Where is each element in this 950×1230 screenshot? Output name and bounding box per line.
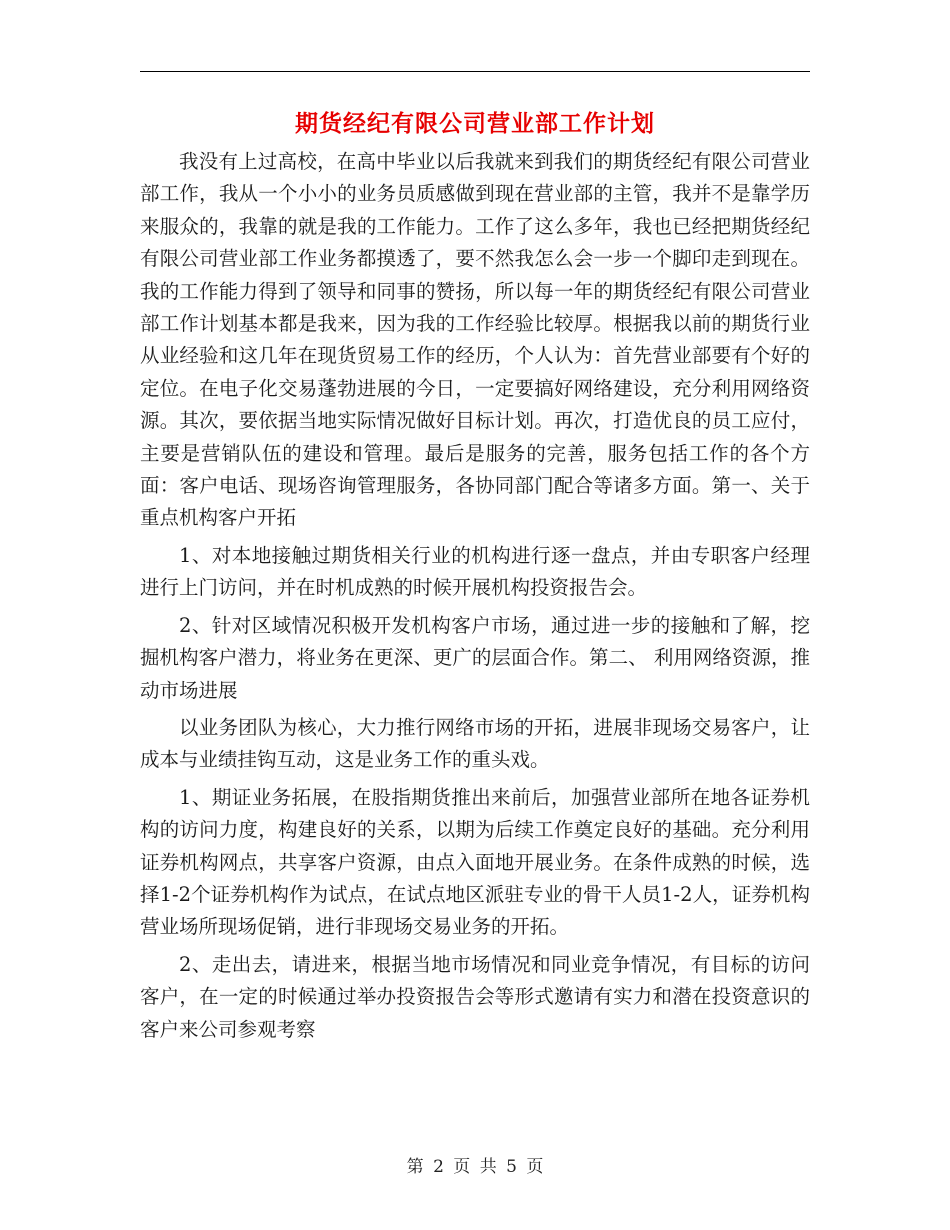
paragraph-item-1: 1、对本地接触过期货相关行业的机构进行逐一盘点，并由专职客户经理进行上门访问，并在时机成熟的时候开展机构投资报告会。 xyxy=(140,543,810,600)
header-rule xyxy=(140,71,810,72)
paragraph-securities: 1、期证业务拓展，在股指期货推出来前后，加强营业部所在地各证券机构的访问力度，构建良好的关系，以期为后续工作奠定良好的基础。充分利用证券机构网点，共享客户资源，由点入面地开展业务。在条件成熟的时候，选择1-2个证券机构作为试点，在试点地区派驻专业的骨干人员1-2人，证券机构营业场所现场促销，进行非现场交易业务的开拓。 xyxy=(140,785,810,939)
footer-suffix: 页 xyxy=(526,1157,544,1177)
paragraph-item-2: 2、针对区域情况积极开发机构客户市场，通过进一步的接触和了解，挖掘机构客户潜力，将业务在更深、更广的层面合作。第二、 利用网络资源，推动市场进展 xyxy=(140,613,810,702)
paragraph-intro: 我没有上过高校，在高中毕业以后我就来到我们的期货经纪有限公司营业部工作，我从一个小小的业务员质感做到现在营业部的主管，我并不是靠学历来服众的，我靠的就是我的工作能力。工作了这么多年，我也已经把期货经纪有限公司营业部工作业务都摸透了，要不然我怎么会一步一个脚印走到现在。我的工作能力得到了领导和同事的赞扬，所以每一年的期货经纪有限公司营业部工作计划基本都是我来，因为我的工作经验比较厚。根据我以前的期货行业从业经验和这几年在现货贸易工作的经历，个人认为：首先营业部要有个好的定位。在电子化交易蓬勃进展的今日，一定要搞好网络建设，充分利用网络资源。其次，要依据当地实际情况做好目标计划。再次，打造优良的员工应付，主要是营销队伍的建设和管理。最后是服务的完善，服务包括工作的各个方面：客户电话、现场咨询管理服务，各协同部门配合等诸多方面。第一、关于重点机构客户开拓 xyxy=(140,150,810,530)
document-body xyxy=(140,146,810,1051)
footer-prefix: 第 xyxy=(406,1157,424,1177)
page-footer xyxy=(0,1152,950,1177)
paragraph-network: 以业务团队为核心，大力推行网络市场的开拓，进展非现场交易客户，让成本与业绩挂钩互动，这是业务工作的重头戏。 xyxy=(140,715,810,772)
page-title: 期货经纪有限公司营业部工作计划 xyxy=(295,110,655,137)
paragraph-outreach: 2、走出去，请进来，根据当地市场情况和同业竞争情况，有目标的访问客户，在一定的时候通过举办投资报告会等形式邀请有实力和潜在投资意识的客户来公司参观考察 xyxy=(140,952,810,1041)
footer-page-word: 页 xyxy=(453,1157,471,1177)
footer-current-page: 2 xyxy=(433,1157,444,1177)
footer-total-word: 共 xyxy=(479,1157,497,1177)
footer-total-pages: 5 xyxy=(506,1157,517,1177)
